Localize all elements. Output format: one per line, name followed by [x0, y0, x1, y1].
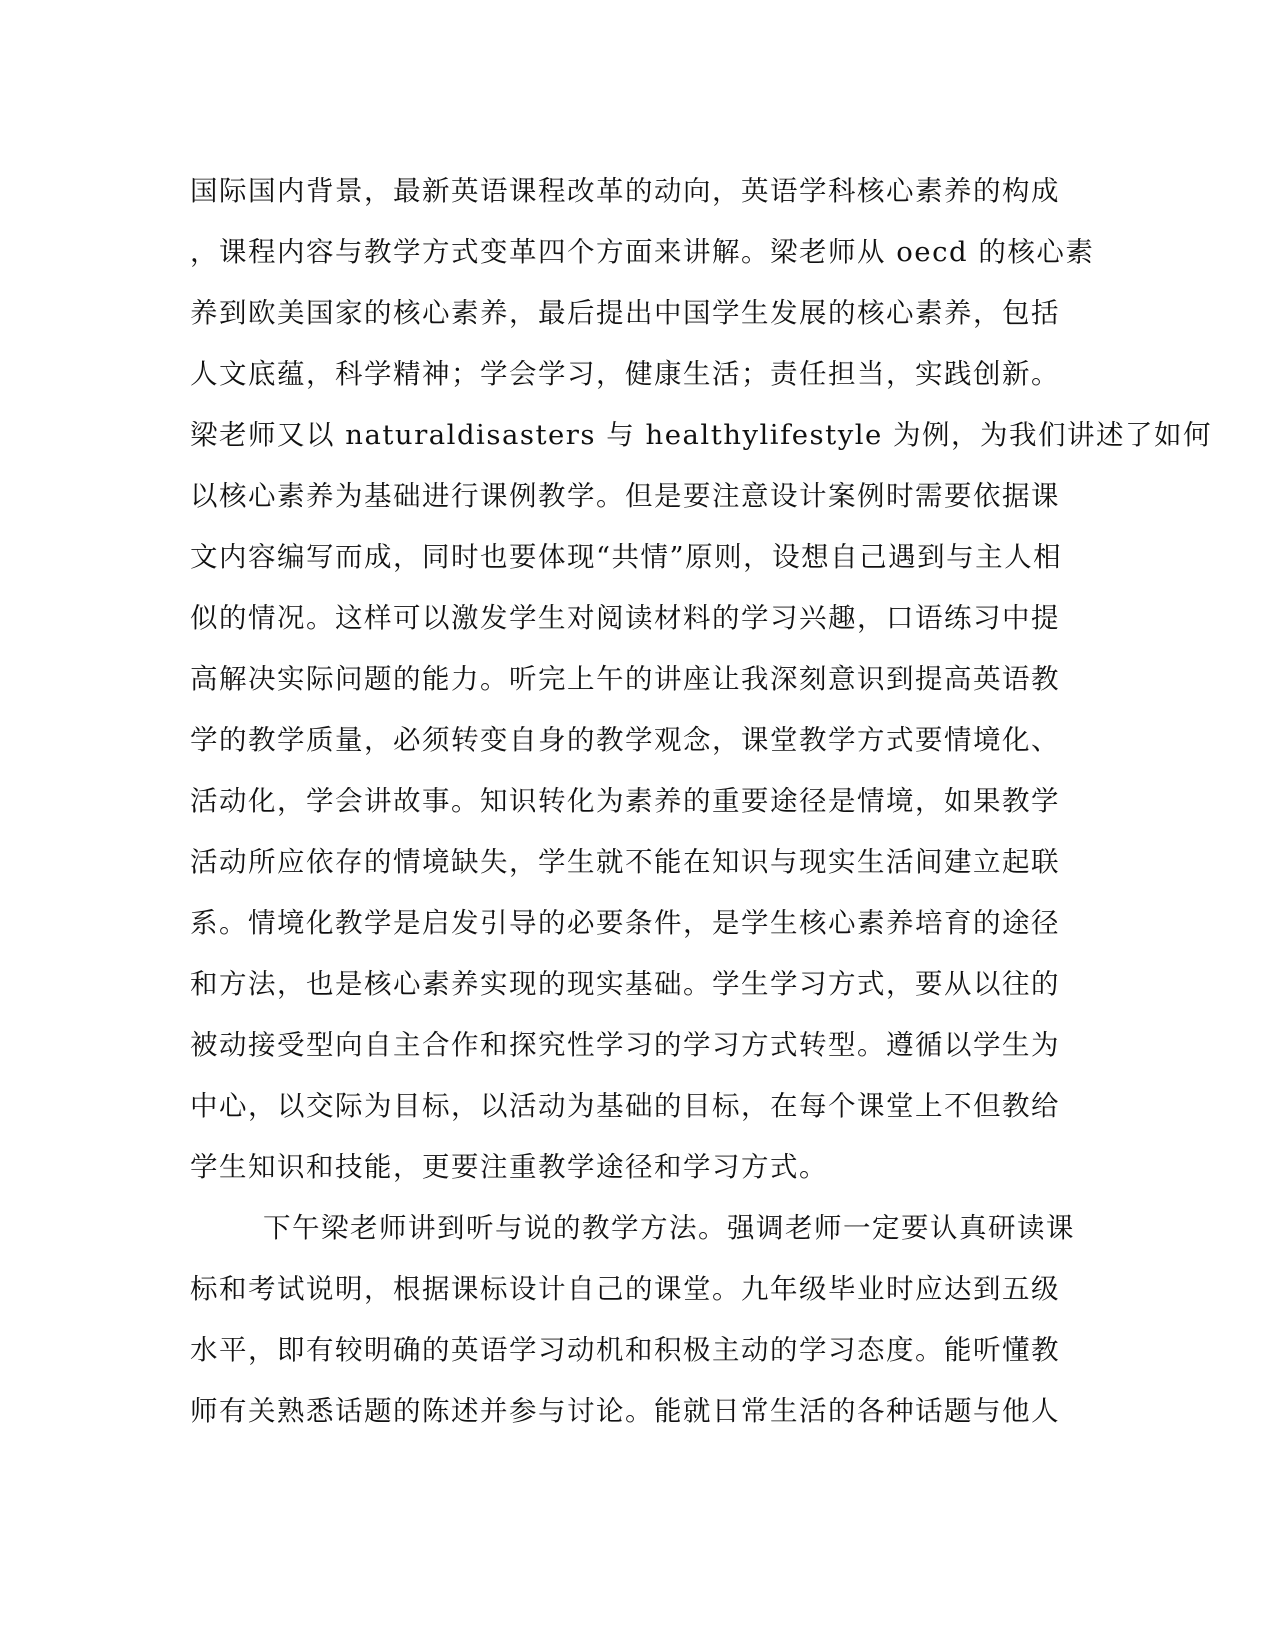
text-line: 梁老师又以 naturaldisasters 与 healthylifestyle 为例，为我们讲述了如何 — [190, 419, 1213, 451]
text-line: 被动接受型向自主合作和探究性学习的学习方式转型。遵循以学生为 — [190, 1029, 1060, 1061]
text-line: 以核心素养为基础进行课例教学。但是要注意设计案例时需要依据课 — [190, 480, 1060, 512]
text-line: 标和考试说明，根据课标设计自己的课堂。九年级毕业时应达到五级 — [190, 1273, 1060, 1305]
text-line: 国际国内背景，最新英语课程改革的动向，英语学科核心素养的构成 — [190, 175, 1060, 207]
body-text — [190, 161, 1213, 1442]
text-line: 和方法，也是核心素养实现的现实基础。学生学习方式，要从以往的 — [190, 968, 1060, 1000]
text-line: 活动所应依存的情境缺失，学生就不能在知识与现实生活间建立起联 — [190, 846, 1060, 878]
text-line: 系。情境化教学是启发引导的必要条件，是学生核心素养培育的途径 — [190, 907, 1060, 939]
text-line: 中心，以交际为目标，以活动为基础的目标，在每个课堂上不但教给 — [190, 1090, 1060, 1122]
text-line: 似的情况。这样可以激发学生对阅读材料的学习兴趣，口语练习中提 — [190, 602, 1060, 634]
text-line: 高解决实际问题的能力。听完上午的讲座让我深刻意识到提高英语教 — [190, 663, 1060, 695]
text-line: 师有关熟悉话题的陈述并参与讨论。能就日常生活的各种话题与他人 — [190, 1395, 1060, 1427]
text-line: 水平，即有较明确的英语学习动机和积极主动的学习态度。能听懂教 — [190, 1334, 1060, 1366]
paragraph-start-line: 下午梁老师讲到听与说的教学方法。强调老师一定要认真研读课 — [263, 1212, 1075, 1244]
text-line: 活动化，学会讲故事。知识转化为素养的重要途径是情境，如果教学 — [190, 785, 1060, 817]
text-line: 人文底蕴，科学精神；学会学习，健康生活；责任担当，实践创新。 — [190, 358, 1060, 390]
text-line: 学的教学质量，必须转变自身的教学观念，课堂教学方式要情境化、 — [190, 724, 1060, 756]
text-line: 养到欧美国家的核心素养，最后提出中国学生发展的核心素养，包括 — [190, 297, 1060, 329]
text-line: 文内容编写而成，同时也要体现“共情”原则，设想自己遇到与主人相 — [190, 541, 1063, 573]
text-line: ，课程内容与教学方式变革四个方面来讲解。梁老师从 oecd 的核心素 — [190, 236, 1095, 268]
text-line: 学生知识和技能，更要注重教学途径和学习方式。 — [190, 1151, 828, 1183]
